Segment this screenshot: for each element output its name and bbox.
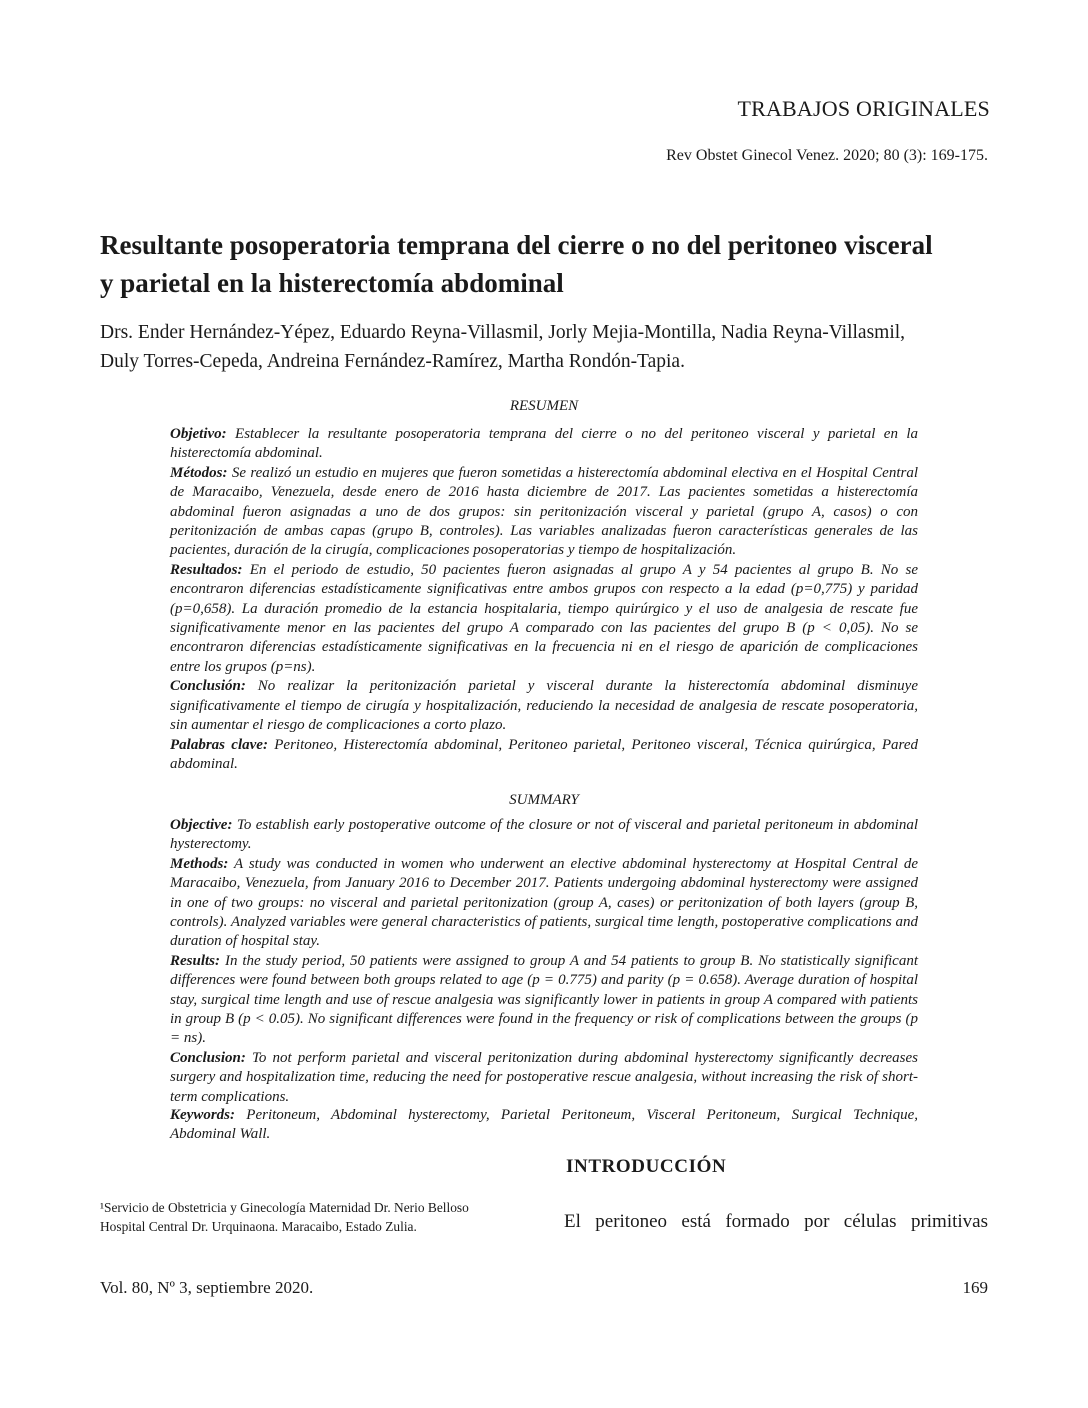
article-title-line1: Resultante posoperatoria temprana del cierre o no del peritoneo visceral	[100, 230, 933, 260]
article-title-line2: y parietal en la histerectomía abdominal	[100, 268, 564, 298]
introduccion-text: El peritoneo está formado por células primitivas	[564, 1211, 988, 1232]
palabras-clave-label: Palabras clave:	[170, 737, 268, 753]
palabras-clave	[170, 736, 918, 775]
results-text: In the study period, 50 patients were assigned to group A and 54 patients to group B. No statistically significant differences were found between both groups related to age (p = 0.775) and parity (p = 0.658). Average duration of hospital stay, surgical time length and use of rescue analgesia was significantly lower in patients in group A compared with patients in group B (p < 0.05). No significant differences were found in the frequency or risk of complications between the groups (p = ns).	[170, 952, 918, 1047]
methods-text: A study was conducted in women who underwent an elective abdominal hysterectomy at Hospital Central de Maracaibo, Venezuela, from January 2016 to December 2017. Patients undergoing abdominal hysterectomy were assigned in one of two groups: no visceral and parietal peritonization (group A, cases) or peritonization of both layers (group B, controls). Analyzed variables were general characteristics of patients, surgical time length, postoperative complications and duration of hospital stay.	[170, 855, 918, 950]
conclusion-text-en: To not perform parietal and visceral peritonization during abdominal hysterectomy significantly decreases surgery and hospitalization time, reducing the need for postoperative rescue analgesia, without increasing the risk of short-term complications.	[170, 1049, 918, 1105]
resumen-metodos	[170, 464, 918, 561]
authors-line1: Drs. Ender Hernández-Yépez, Eduardo Reyna-Villasmil, Jorly Mejia-Montilla, Nadia Reyna-Villasmil,	[100, 322, 906, 343]
methods-label: Methods:	[170, 855, 229, 872]
resumen-heading: RESUMEN	[509, 398, 579, 414]
author-list	[100, 318, 1000, 376]
section-tag: TRABAJOS ORIGINALES	[737, 96, 990, 121]
conclusion-text-es: No realizar la peritonización parietal y visceral durante la histerectomía abdominal disminuye significativamente el tiempo de cirugía y hospitalización, reduciendo la necesidad de analgesia de rescate posoperatoria, sin aumentar el riesgo de complicaciones a corto plazo.	[170, 678, 918, 734]
summary-heading: SUMMARY	[509, 792, 579, 808]
resumen-conclusion	[170, 677, 918, 735]
palabras-clave-text: Peritoneo, Histerectomía abdominal, Peritoneo parietal, Peritoneo visceral, Técnica quirúrgica, Pared abdominal.	[170, 737, 918, 773]
article-title	[100, 226, 1000, 302]
footer-volume: Vol. 80, Nº 3, septiembre 2020.	[100, 1278, 314, 1297]
conclusion-label-en: Conclusion:	[170, 1049, 246, 1066]
summary-conclusion	[170, 1049, 918, 1107]
summary-objective	[170, 816, 918, 855]
metodos-text: Se realizó un estudio en mujeres que fueron sometidas a histerectomía abdominal electiva en el Hospital Central de Maracaibo, Venezuela, desde enero de 2016 hasta diciembre de 2017. Las pacientes sometidas a histerectomía abdominal fueron asignadas a uno de dos grupos: sin peritonización visceral y parietal (grupo A, casos) o con peritonización de ambas capas (grupo B, controles). Las variables analizadas fueron características generales de las pacientes, duración de la cirugía, complicaciones posoperatorias y tiempo de hospitalización.	[170, 464, 918, 559]
conclusion-label-es: Conclusión:	[170, 678, 246, 695]
keywords	[170, 1106, 918, 1145]
objetivo-text: Establecer la resultante posoperatoria temprana del cierre o no del peritoneo visceral y parietal en la histerectomía abdominal.	[170, 426, 918, 462]
journal-citation: Rev Obstet Ginecol Venez. 2020; 80 (3): 169-175.	[666, 147, 988, 164]
resultados-text: En el periodo de estudio, 50 pacientes fueron asignadas al grupo A y 54 pacientes al grupo B. No se encontraron diferencias estadísticamente significativas entre ambos grupos con respecto a la edad (p=0,775) y paridad (p=0,658). La duración promedio de la estancia hospitalaria, tiempo quirúrgico y el uso de analgesia de rescate fue significativamente menor en las pacientes del grupo A comparado con las pacientes del grupo B (p < 0,05). No se encontraron diferencias estadísticamente significativas en la frecuencia ni en el riesgo de aparición de complicaciones entre los grupos (p=ns).	[170, 561, 918, 675]
page-number: 169	[962, 1278, 988, 1297]
objective-label: Objective:	[170, 817, 233, 833]
keywords-label: Keywords:	[170, 1107, 235, 1123]
resumen-body	[170, 425, 918, 736]
metodos-label: Métodos:	[170, 464, 228, 481]
objective-text: To establish early postoperative outcome of the closure or not of visceral and parietal peritoneum in abdominal hysterectomy.	[170, 817, 918, 853]
resumen-resultados	[170, 561, 918, 677]
footnote-line2: Hospital Central Dr. Urquinaona. Maracaibo, Estado Zulia.	[100, 1219, 417, 1234]
summary-methods	[170, 855, 918, 952]
summary-results	[170, 952, 918, 1049]
introduccion-heading: INTRODUCCIÓN	[566, 1156, 727, 1177]
objetivo-label: Objetivo:	[170, 426, 227, 442]
keywords-text: Peritoneum, Abdominal hysterectomy, Parietal Peritoneum, Visceral Peritoneum, Surgical Technique, Abdominal Wall.	[170, 1107, 918, 1143]
authors-line2: Duly Torres-Cepeda, Andreina Fernández-Ramírez, Martha Rondón-Tapia.	[100, 351, 685, 372]
resumen-objetivo	[170, 425, 918, 464]
footnote-line1: ¹Servicio de Obstetricia y Ginecología Maternidad Dr. Nerio Belloso	[100, 1200, 469, 1215]
resultados-label: Resultados:	[170, 561, 243, 578]
results-label: Results:	[170, 952, 221, 969]
affiliation-footnote	[100, 1198, 528, 1236]
summary-body	[170, 816, 918, 1107]
